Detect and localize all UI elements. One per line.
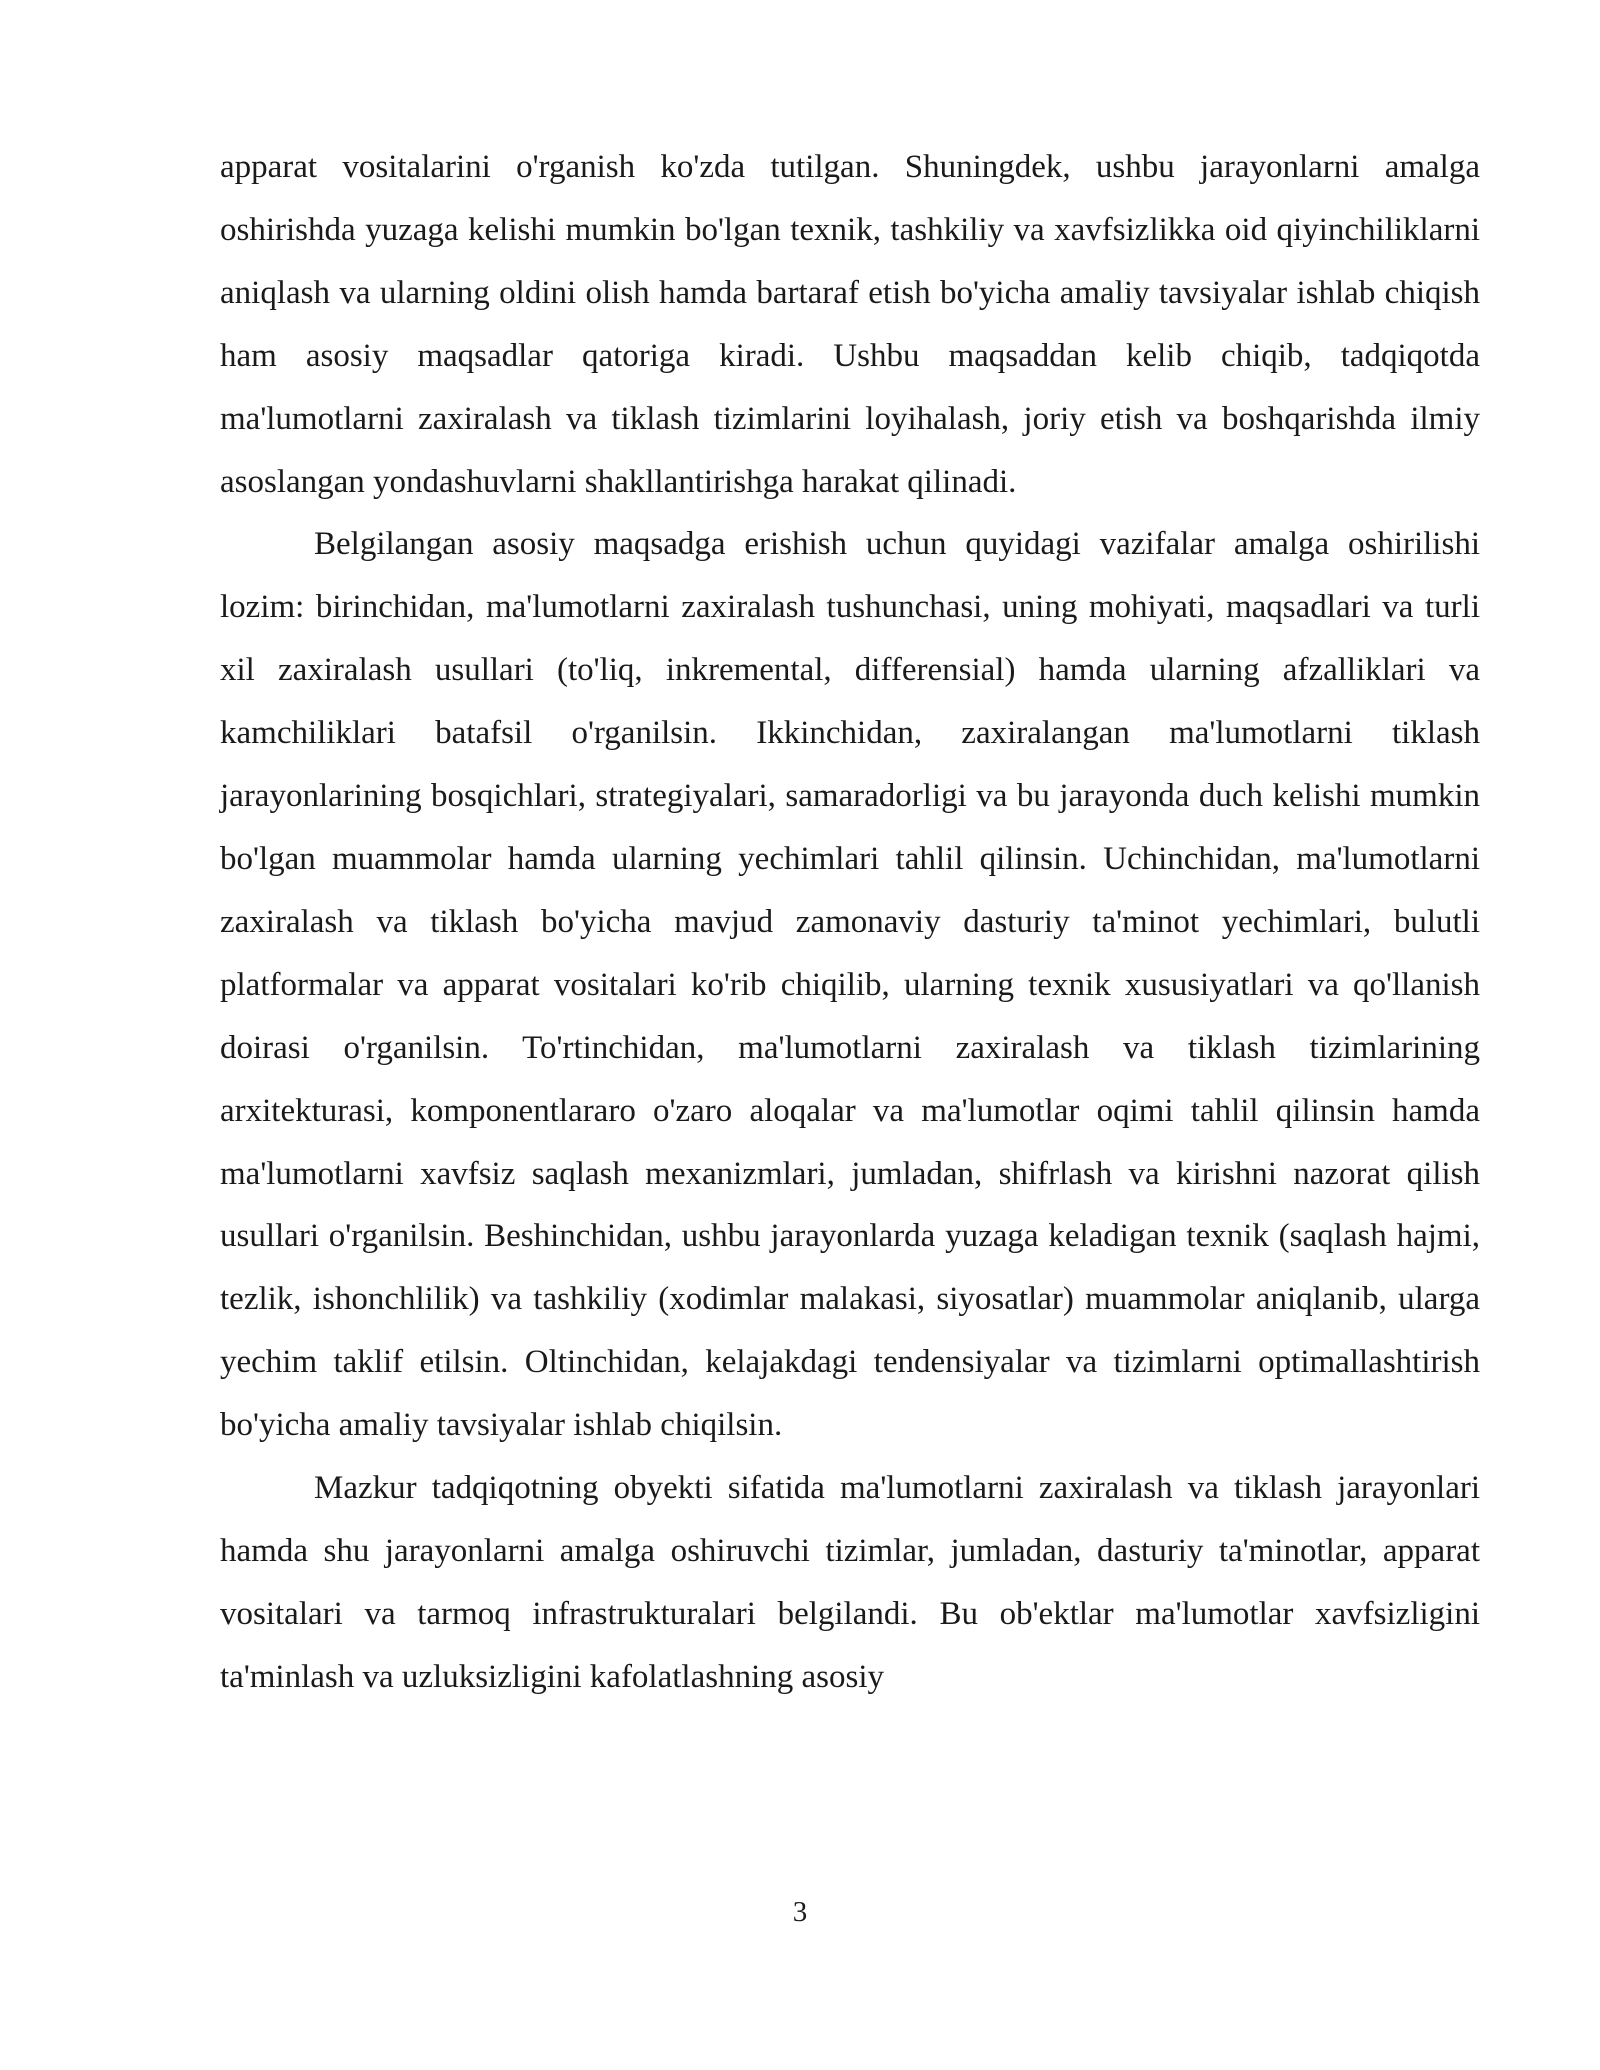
body-text: [220, 136, 1480, 1709]
paragraph-research-object: Mazkur tadqiqotning obyekti sifatida ma'lumotlarni zaxiralash va tiklash jarayonlari hamda shu jarayonlarni amalga oshiruvchi tizimlar, jumladan, dasturiy ta'minotlar, apparat vositalari va tarmoq infrastrukturalari belgilandi. Bu ob'ektlar ma'lumotlar xavfsizligini ta'minlash va uzluksizligini kafolatlashning asosiy: [220, 1470, 1480, 1695]
paragraph-tasks: Belgilangan asosiy maqsadga erishish uchun quyidagi vazifalar amalga oshirilishi lozim: birinchidan, ma'lumotlarni zaxiralash tushunchasi, uning mohiyati, maqsadlari va turli xil zaxiralash usullari (to'liq, inkremental, differensial) hamda ularning afzalliklari va kamchiliklari batafsil o'rganilsin. Ikkinchidan, zaxiralangan ma'lumotlarni tiklash jarayonlarining bosqichlari, strategiyalari, samaradorligi va bu jarayonda duch kelishi mumkin bo'lgan muammolar hamda ularning yechimlari tahlil qilinsin. Uchinchidan, ma'lumotlarni zaxiralash va tiklash bo'yicha mavjud zamonaviy dasturiy ta'minot yechimlari, bulutli platformalar va apparat vositalari ko'rib chiqilib, ularning texnik xususiyatlari va qo'llanish doirasi o'rganilsin. To'rtinchidan, ma'lumotlarni zaxiralash va tiklash tizimlarining arxitekturasi, komponentlararo o'zaro aloqalar va ma'lumotlar oqimi tahlil qilinsin hamda ma'lumotlarni xavfsiz saqlash mexanizmlari, jumladan, shifrlash va kirishni nazorat qilish usullari o'rganilsin. Beshinchidan, ushbu jarayonlarda yuzaga keladigan texnik (saqlash hajmi, tezlik, ishonchlilik) va tashkiliy (xodimlar malakasi, siyosatlar) muammolar aniqlanib, ularga yechim taklif etilsin. Oltinchidan, kelajakdagi tendensiyalar va tizimlarni optimallashtirish bo'yicha amaliy tavsiyalar ishlab chiqilsin.: [220, 526, 1480, 1444]
page-number: 3: [792, 1896, 808, 1928]
paragraph-continuation: apparat vositalarini o'rganish ko'zda tutilgan. Shuningdek, ushbu jarayonlarni amalga oshirishda yuzaga kelishi mumkin bo'lgan texnik, tashkiliy va xavfsizlikka oid qiyinchiliklarni aniqlash va ularning oldini olish hamda bartaraf etish bo'yicha amaliy tavsiyalar ishlab chiqish ham asosiy maqsadlar qatoriga kiradi. Ushbu maqsaddan kelib chiqib, tadqiqotda ma'lumotlarni zaxiralash va tiklash tizimlarini loyihalash, joriy etish va boshqarishda ilmiy asoslangan yondashuvlarni shakllantirishga harakat qilinadi.: [220, 149, 1480, 500]
